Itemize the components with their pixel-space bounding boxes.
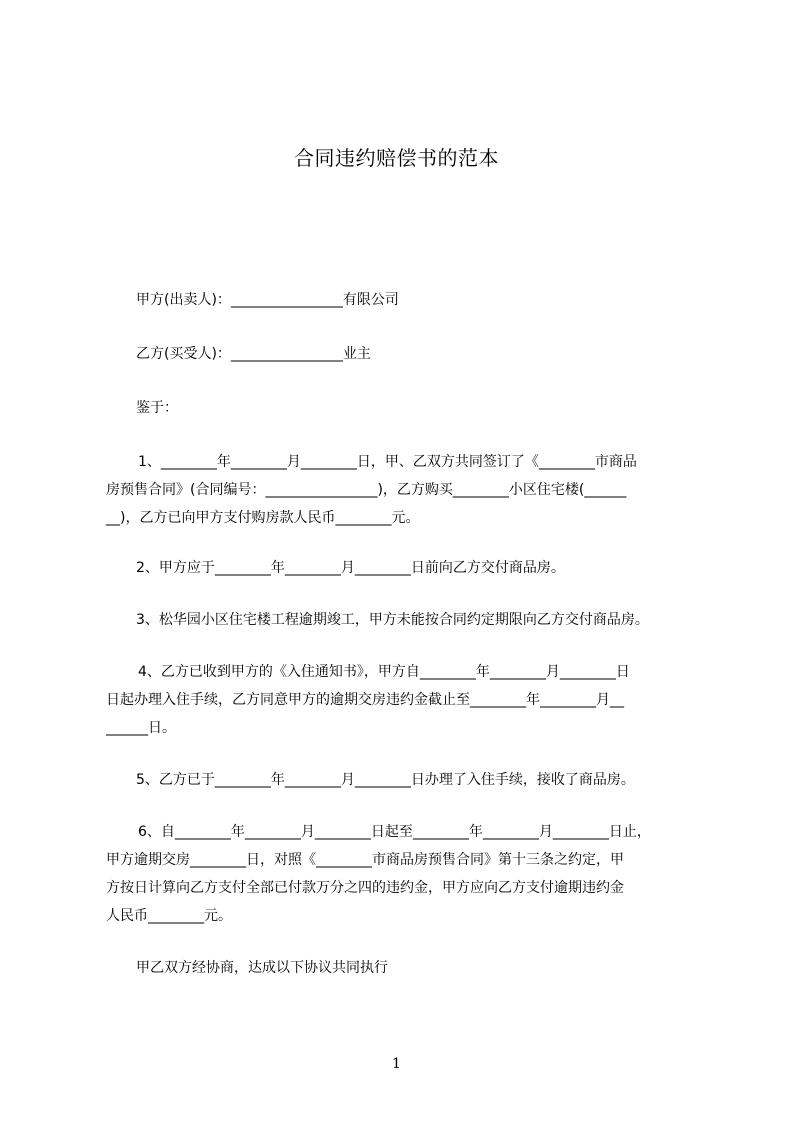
clause-6-line-1: 6、自________年________月________日起至________年________月________日止， <box>138 824 651 840</box>
clause-5-line: 5、乙方已于________年________月________日办理了入住手续，接收了商品房。 <box>136 772 635 788</box>
clause-6-line-3: 方按日计算向乙方支付全部已付款万分之四的违约金，甲方应向乙方支付逾期违约金 <box>106 880 624 896</box>
clause-4-line-1: 4、乙方已收到甲方的《入住通知书》，甲方自________年________月________日 <box>138 664 630 680</box>
party-a-line: 甲方(出卖人)：________________有限公司 <box>136 292 399 308</box>
clause-4-line-2: 日起办理入住手续，乙方同意甲方的逾期交房违约金截止至________年________月__ <box>106 692 624 708</box>
document-title: 合同违约赔偿书的范本 <box>294 146 499 170</box>
page-number: 1 <box>392 1056 401 1072</box>
clause-6-line-4: 人民币________元。 <box>106 908 232 924</box>
clause-6-line-2: 甲方逾期交房________日，对照《________市商品房预售合同》第十三条之约定，甲 <box>106 852 624 868</box>
clause-4-line-3: ______日。 <box>106 720 176 736</box>
clause-1-line-1: 1、________年________月________日，甲、乙双方共同签订了《________市商品 <box>138 454 637 470</box>
clause-3-line: 3、松华园小区住宅楼工程逾期竣工，甲方未能按合同约定期限向乙方交付商品房。 <box>136 612 649 628</box>
clause-2-line: 2、甲方应于________年________月________日前向乙方交付商品房。 <box>136 560 565 576</box>
agreement-line: 甲乙双方经协商，达成以下协议共同执行 <box>136 960 388 976</box>
clause-1-line-2: 房预售合同》(合同编号：________________)，乙方购买________小区住宅楼(______ <box>106 482 627 498</box>
whereas-line: 鉴于： <box>136 400 178 416</box>
party-b-line: 乙方(买受人)：________________业主 <box>136 346 371 362</box>
clause-1-line-3: __)，乙方已向甲方支付购房款人民币________元。 <box>106 510 420 526</box>
